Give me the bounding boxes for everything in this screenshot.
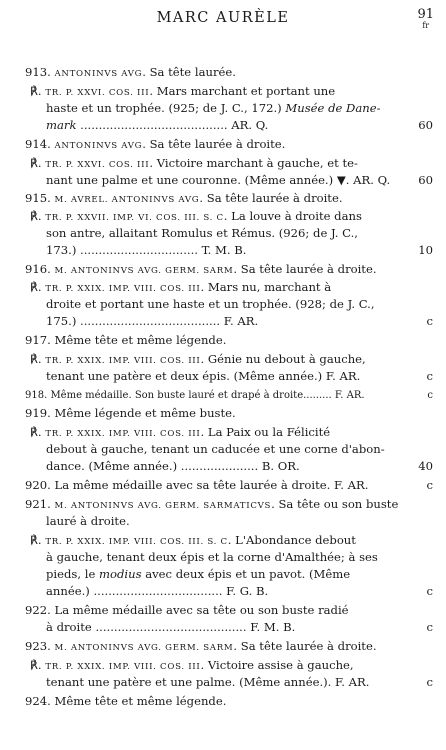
rarity-value: c xyxy=(426,675,433,689)
text-segment: 919. Même légende et même buste. xyxy=(25,406,236,420)
text-segment: lauré à droite. xyxy=(46,514,130,528)
text-segment: ℟. xyxy=(30,156,46,170)
legend-smallcaps: TR. P. XXVI. COS. III xyxy=(45,160,150,170)
text-line xyxy=(0,225,446,242)
legend-smallcaps: M. ANTONINVS AVG. GERM. SARM xyxy=(54,643,234,653)
text-segment: . Mars nu, marchant à xyxy=(200,280,332,294)
text-line xyxy=(0,190,446,207)
line-text xyxy=(46,172,413,189)
line-text xyxy=(46,313,413,330)
text-segment: 913. xyxy=(25,65,55,79)
text-segment: pieds, le xyxy=(46,567,99,581)
line-text xyxy=(46,296,421,313)
text-line xyxy=(0,674,446,691)
text-line xyxy=(0,387,446,404)
line-text xyxy=(25,638,425,657)
text-segment: tenant une patère et une palme. (Même année.). F. AR. xyxy=(46,675,370,689)
text-line xyxy=(0,583,446,600)
text-segment: à gauche, tenant deux épis et la corne d'Amalthée; à ses xyxy=(46,550,378,564)
text-line xyxy=(0,279,446,296)
text-line xyxy=(0,100,446,117)
text-segment: 173.) ................................ T. M. B. xyxy=(46,243,247,257)
text-segment: ℟. xyxy=(30,533,46,547)
text-line xyxy=(0,172,446,189)
page-number xyxy=(417,8,434,30)
text-segment: ℟. xyxy=(30,352,46,366)
text-line xyxy=(0,602,446,619)
text-line xyxy=(0,441,446,458)
line-text xyxy=(46,368,413,385)
text-segment: 920. La même médaille avec sa tête laurée à droite. F. AR. xyxy=(25,478,369,492)
text-segment: à droite ......................................... F. M. B. xyxy=(46,620,296,634)
text-line xyxy=(0,242,446,259)
text-line xyxy=(0,351,446,368)
italic-text: Musée de Dane- xyxy=(285,101,381,115)
text-segment: ℟. xyxy=(30,658,46,672)
line-text xyxy=(25,136,425,155)
text-segment: 918. Même médaille. Son buste lauré et drapé à droite......... F. AR. xyxy=(25,390,365,401)
text-segment: 923. xyxy=(25,639,55,653)
line-text xyxy=(25,405,425,422)
text-segment: . Victoire marchant à gauche, et te- xyxy=(149,156,358,170)
legend-smallcaps: TR. P. XXVII. IMP. VI. COS. III. S. C xyxy=(45,213,224,223)
legend-smallcaps: TR. P. XXIX. IMP. VIII. COS. III. S. C xyxy=(45,537,228,547)
line-text xyxy=(46,225,421,242)
text-segment: 916. xyxy=(25,262,55,276)
text-line xyxy=(0,261,446,278)
legend-smallcaps: TR. P. XXIX. IMP. VIII. COS. III xyxy=(45,662,201,672)
page-number-value: 91 xyxy=(417,7,434,22)
text-line xyxy=(0,458,446,475)
text-line xyxy=(0,657,446,674)
line-text xyxy=(25,477,417,494)
text-line xyxy=(0,566,446,583)
text-segment: . Sa tête laurée à droite. xyxy=(199,191,343,205)
text-line xyxy=(0,368,446,385)
running-head: MARC AURÈLE xyxy=(156,10,290,26)
legend-smallcaps: M. ANTONINVS AVG. GERM. SARM xyxy=(54,266,234,276)
page-number-sub: fr xyxy=(422,21,430,30)
line-text xyxy=(25,387,417,404)
text-line xyxy=(0,638,446,655)
text-line xyxy=(0,136,446,153)
text-line xyxy=(0,64,446,81)
legend-smallcaps: M. ANTONINVS AVG. GERM. SARMATICVS xyxy=(54,501,272,511)
legend-smallcaps: ANTONINVS AVG xyxy=(54,141,143,151)
line-text xyxy=(46,100,421,117)
text-segment: . Sa tête laurée à droite. xyxy=(142,137,286,151)
text-segment: ........................................ AR. Q. xyxy=(76,118,269,132)
rarity-value: c xyxy=(426,584,433,598)
text-line xyxy=(0,405,446,422)
text-line xyxy=(0,424,446,441)
text-line xyxy=(0,83,446,100)
italic-text: modius xyxy=(99,567,142,581)
text-segment: . Mars marchant et portant une xyxy=(149,84,336,98)
text-segment: . Victoire assise à gauche, xyxy=(200,658,354,672)
line-text xyxy=(46,619,413,636)
text-segment: . L'Abondance debout xyxy=(227,533,356,547)
rarity-value: c xyxy=(426,314,433,328)
text-line xyxy=(0,117,446,134)
line-text xyxy=(25,64,425,83)
text-segment: droite et portant une haste et un trophée. (928; de J. C., xyxy=(46,297,375,311)
line-text xyxy=(46,242,413,259)
line-text xyxy=(46,566,421,583)
rarity-value: c xyxy=(426,369,433,383)
text-line xyxy=(0,532,446,549)
text-line xyxy=(0,313,446,330)
text-segment: 922. La même médaille avec sa tête ou son buste radié xyxy=(25,603,349,617)
line-text xyxy=(46,441,421,458)
legend-smallcaps: TR. P. XXIX. IMP. VIII. COS. III xyxy=(45,356,201,366)
line-text xyxy=(25,602,425,619)
text-line xyxy=(0,513,446,530)
italic-text: mark xyxy=(46,118,77,132)
text-line xyxy=(0,549,446,566)
line-text xyxy=(46,674,413,691)
text-segment: ℟. xyxy=(30,425,46,439)
rarity-value: 60 xyxy=(418,118,433,132)
text-segment: tenant une patère et deux épis. (Même année.) F. AR. xyxy=(46,369,361,383)
text-segment: 917. Même tête et même légende. xyxy=(25,333,227,347)
text-line xyxy=(0,155,446,172)
line-text xyxy=(46,549,421,566)
text-segment: . La Paix ou la Félicité xyxy=(200,425,331,439)
text-segment: . Sa tête laurée à droite. xyxy=(233,639,377,653)
legend-smallcaps: M. AVREL. ANTONINVS AVG xyxy=(54,195,200,205)
text-segment: ℟. xyxy=(30,84,46,98)
rarity-value: 40 xyxy=(418,459,433,473)
text-segment: . La louve à droite dans xyxy=(223,209,362,223)
text-segment: 914. xyxy=(25,137,55,151)
legend-smallcaps: TR. P. XXVI. COS. III xyxy=(45,88,150,98)
text-line xyxy=(0,477,446,494)
line-text xyxy=(46,117,413,134)
line-text xyxy=(25,693,425,710)
rarity-value: c xyxy=(426,620,433,634)
rarity-value: 10 xyxy=(418,243,433,257)
text-segment: année.) ................................... F. G. B. xyxy=(46,584,269,598)
rarity-value: c xyxy=(427,390,433,401)
text-line xyxy=(0,296,446,313)
line-text xyxy=(46,458,413,475)
text-segment: avec deux épis et un pavot. (Même xyxy=(141,567,351,581)
text-line xyxy=(0,693,446,710)
text-segment: . Sa tête laurée à droite. xyxy=(233,262,377,276)
text-segment: 924. Même tête et même légende. xyxy=(25,694,227,708)
text-line xyxy=(0,332,446,349)
text-segment: . Génie nu debout à gauche, xyxy=(200,352,366,366)
line-text xyxy=(46,513,421,530)
rarity-value: c xyxy=(426,478,433,492)
text-segment: . Sa tête ou son buste xyxy=(271,497,399,511)
text-segment: nant une palme et une couronne. (Même année.) ▼. AR. Q. xyxy=(46,173,391,187)
text-segment: haste et un trophée. (925; de J. C., 172.) xyxy=(46,101,286,115)
legend-smallcaps: TR. P. XXIX. IMP. VIII. COS. III xyxy=(45,284,201,294)
text-segment: 915. xyxy=(25,191,55,205)
legend-smallcaps: TR. P. XXIX. IMP. VIII. COS. III xyxy=(45,429,201,439)
line-text xyxy=(25,261,425,280)
text-line xyxy=(0,496,446,513)
line-text xyxy=(25,332,425,349)
text-segment: ℟. xyxy=(30,209,46,223)
text-line xyxy=(0,619,446,636)
text-line xyxy=(0,208,446,225)
text-segment: son antre, allaitant Romulus et Rémus. (926; de J. C., xyxy=(46,226,358,240)
legend-smallcaps: ANTONINVS AVG xyxy=(54,69,143,79)
rarity-value: 60 xyxy=(418,173,433,187)
text-segment: . Sa tête laurée. xyxy=(142,65,236,79)
text-segment: 175.) ...................................... F. AR. xyxy=(46,314,259,328)
text-segment: dance. (Même année.) ..................... B. OR. xyxy=(46,459,300,473)
line-text xyxy=(25,190,425,209)
line-text xyxy=(46,583,413,600)
text-segment: ℟. xyxy=(30,280,46,294)
text-segment: debout à gauche, tenant un caducée et une corne d'abon- xyxy=(46,442,385,456)
text-segment: 921. xyxy=(25,497,55,511)
